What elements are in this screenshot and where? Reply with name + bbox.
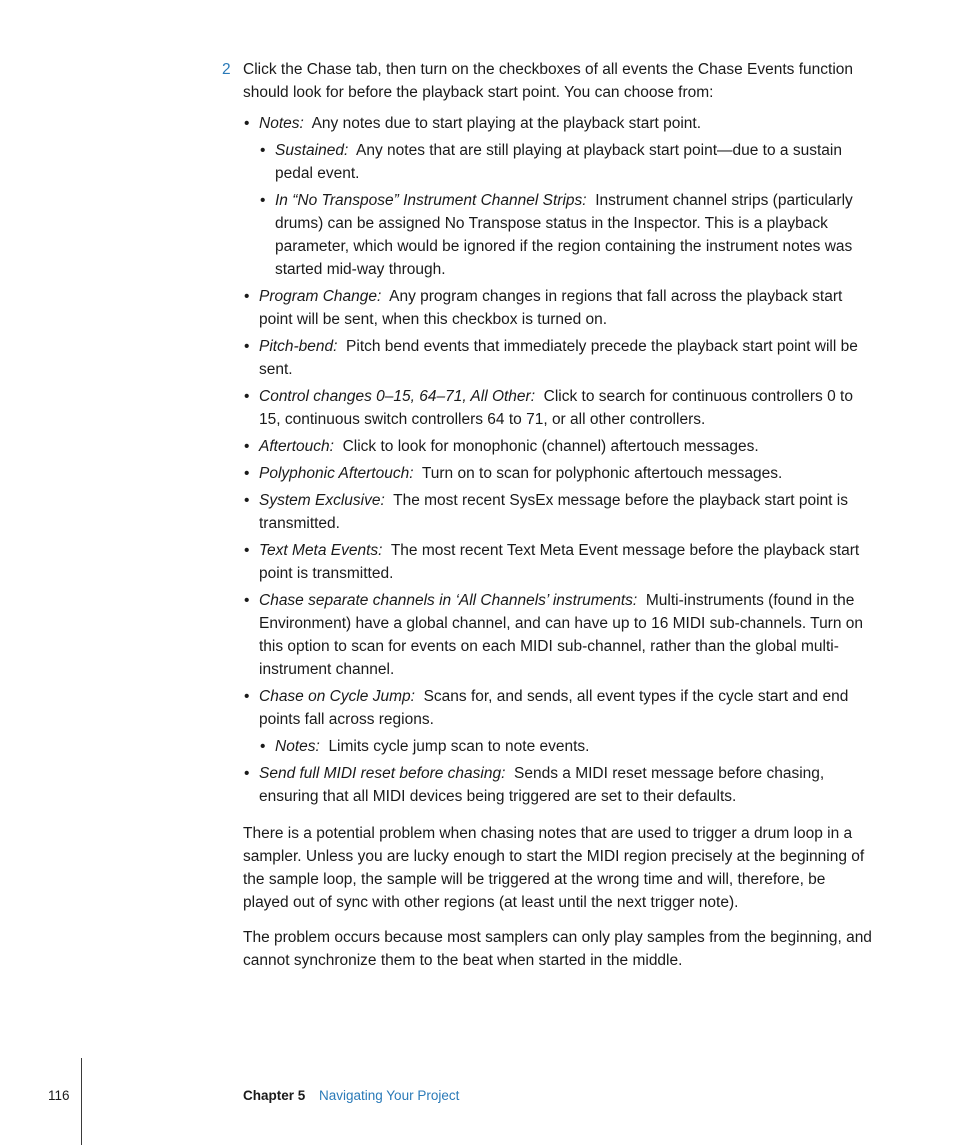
bullet: • xyxy=(260,738,266,755)
footer-divider xyxy=(81,1058,82,1145)
item-term: Polyphonic Aftertouch: xyxy=(259,465,414,482)
bullet: • xyxy=(244,492,250,509)
item-description: Turn on to scan for polyphonic aftertouch messages. xyxy=(421,465,783,482)
item-term: Program Change: xyxy=(259,288,382,305)
item-description: Sends a MIDI reset message before chasing, ensuring that all MIDI devices being triggered are set to their defaults. xyxy=(259,765,825,805)
step-instruction: Click the Chase tab, then turn on the checkboxes of all events the Chase Events function should look for before the playback start point. You can choose from: xyxy=(243,61,854,101)
list-item xyxy=(222,685,872,731)
item-description: Any notes that are still playing at playback start point—due to a sustain pedal event. xyxy=(275,142,842,182)
step-number: 2 xyxy=(222,61,231,78)
list-item xyxy=(222,589,872,681)
list-item xyxy=(222,139,872,185)
bullet: • xyxy=(244,688,250,705)
item-description: Any program changes in regions that fall across the playback start point will be sent, when this checkbox is turned on. xyxy=(259,288,843,328)
item-description: Click to search for continuous controllers 0 to 15, continuous switch controllers 64 to 71, or all other controllers. xyxy=(259,388,853,428)
item-term: Send full MIDI reset before chasing: xyxy=(259,765,506,782)
item-description: Click to look for monophonic (channel) aftertouch messages. xyxy=(342,438,759,455)
list-item xyxy=(222,385,872,431)
item-term: System Exclusive: xyxy=(259,492,385,509)
bullet: • xyxy=(244,388,250,405)
bullet: • xyxy=(244,115,250,132)
bullet: • xyxy=(260,192,266,209)
item-term: Chase separate channels in ‘All Channels’ instruments: xyxy=(259,592,638,609)
bullet: • xyxy=(244,465,250,482)
body-paragraph: There is a potential problem when chasing notes that are used to trigger a drum loop in a sampler. Unless you are lucky enough to start the MIDI region precisely at the beginning of the sample loop, the sample will be triggered at the wrong time and will, therefore, be played out of sync with other regions (at least until the next trigger note). xyxy=(243,825,865,911)
item-term: Notes: xyxy=(259,115,304,132)
list-item xyxy=(222,489,872,535)
list-item xyxy=(222,112,872,135)
item-term: Control changes 0–15, 64–71, All Other: xyxy=(259,388,536,405)
item-term: Notes: xyxy=(275,738,320,755)
bullet: • xyxy=(244,438,250,455)
item-description: Limits cycle jump scan to note events. xyxy=(328,738,590,755)
item-description: Scans for, and sends, all event types if the cycle start and end points fall across regions. xyxy=(259,688,849,728)
page-number: 116 xyxy=(48,1088,70,1103)
item-term: Chase on Cycle Jump: xyxy=(259,688,415,705)
chapter-label: Chapter 5 xyxy=(243,1088,306,1103)
item-term: Pitch-bend: xyxy=(259,338,338,355)
bullet: • xyxy=(244,592,250,609)
item-description: Pitch bend events that immediately precede the playback start point will be sent. xyxy=(259,338,858,378)
item-description: The most recent SysEx message before the playback start point is transmitted. xyxy=(259,492,848,532)
body-paragraph: The problem occurs because most samplers can only play samples from the beginning, and cannot synchronize them to the beat when started in the middle. xyxy=(243,929,872,969)
step-block xyxy=(222,58,872,972)
bullet: • xyxy=(244,288,250,305)
list-item xyxy=(222,435,872,458)
list-item xyxy=(222,539,872,585)
chapter-title: Navigating Your Project xyxy=(319,1088,460,1103)
list-item xyxy=(222,762,872,808)
list-item xyxy=(222,335,872,381)
item-description: Instrument channel strips (particularly drums) can be assigned No Transpose status in the Inspector. This is a playback parameter, which would be ignored if the region containing the instrument notes was started mid-way through. xyxy=(275,192,853,278)
item-term: In “No Transpose” Instrument Channel Strips: xyxy=(275,192,587,209)
bullet: • xyxy=(244,765,250,782)
chase-options-list xyxy=(222,112,872,808)
item-description: Any notes due to start playing at the playback start point. xyxy=(311,115,702,132)
item-term: Aftertouch: xyxy=(259,438,334,455)
list-item xyxy=(222,462,872,485)
list-item xyxy=(222,189,872,281)
item-description: The most recent Text Meta Event message before the playback start point is transmitted. xyxy=(259,542,860,582)
bullet: • xyxy=(244,542,250,559)
item-term: Text Meta Events: xyxy=(259,542,383,559)
item-description: Multi-instruments (found in the Environment) have a global channel, and can have up to 16 MIDI sub-channels. Turn on this option to scan for events on each MIDI sub-channel, rather than the global multi-instrument channel. xyxy=(259,592,864,678)
bullet: • xyxy=(244,338,250,355)
item-term: Sustained: xyxy=(275,142,349,159)
list-item xyxy=(222,735,872,758)
list-item xyxy=(222,285,872,331)
bullet: • xyxy=(260,142,266,159)
